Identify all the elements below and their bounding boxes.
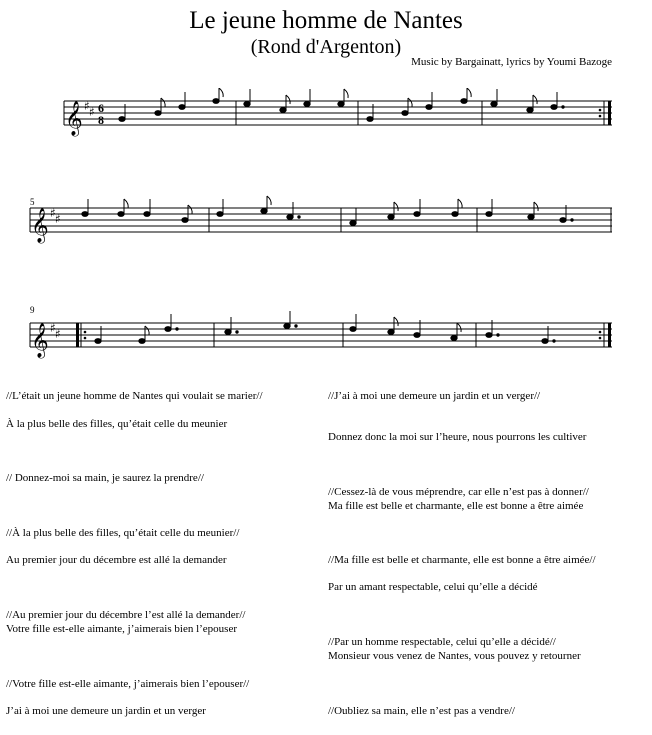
lyric-line: Monsieur vous venez de Nantes, vous pouvez y retourner [328, 650, 581, 662]
svg-text:𝄞: 𝄞 [31, 208, 49, 243]
svg-text:𝄞: 𝄞 [31, 323, 49, 358]
svg-text:♯: ♯ [55, 327, 61, 341]
lyric-line: Au premier jour du décembre est allé la demander [6, 554, 227, 566]
svg-text:♯: ♯ [50, 321, 56, 335]
song-title: Le jeune homme de Nantes [189, 7, 463, 34]
lyric-line: Ma fille est belle et charmante, elle est bonne a être aimée [328, 500, 584, 512]
lyric-line: Donnez donc la moi sur l’heure, nous pourrons les cultiver [328, 431, 587, 443]
svg-text:𝄞: 𝄞 [65, 101, 83, 136]
svg-text:♯: ♯ [89, 105, 95, 119]
svg-text:8: 8 [98, 113, 104, 127]
lyric-line: //À la plus belle des filles, qu’était celle du meunier// [6, 527, 240, 539]
staff-system-2 [0, 195, 652, 265]
lyric-line: //Oubliez sa main, elle n’est pas a vendre// [328, 705, 515, 717]
staff-system-1 [0, 88, 652, 158]
lyric-line: //Votre fille est-elle aimante, j’aimerais bien l’epouser// [6, 678, 250, 690]
lyric-line: //Par un homme respectable, celui qu’elle a décidé// [328, 636, 556, 648]
svg-text:♯: ♯ [84, 99, 90, 113]
staff-system-3 [0, 304, 652, 374]
lyric-line: J’ai à moi une demeure un jardin et un verger [6, 705, 206, 717]
svg-text:♯: ♯ [55, 212, 61, 226]
lyric-line: //Cessez-là de vous méprendre, car elle n’est pas à donner// [328, 486, 589, 498]
lyric-line: //Au premier jour du décembre l’est allé la demander// [6, 609, 246, 621]
song-credits: Music by Bargainatt, lyrics by Youmi Bazoge [411, 56, 612, 68]
lyric-line: //Ma fille est belle et charmante, elle est bonne a être aimée// [328, 554, 596, 566]
lyric-line: //J’ai à moi une demeure un jardin et un verger// [328, 390, 541, 402]
lyric-line: À la plus belle des filles, qu’était celle du meunier [6, 418, 228, 430]
lyric-line: Par un amant respectable, celui qu’elle a décidé [328, 581, 538, 593]
measure-number-9: 9 [30, 305, 35, 315]
svg-text:6: 6 [98, 101, 104, 115]
lyric-line: Votre fille est-elle aimante, j’aimerais bien l’epouser [6, 623, 238, 635]
lyric-line: //L’était un jeune homme de Nantes qui voulait se marier// [6, 390, 263, 402]
svg-text:♯: ♯ [50, 206, 56, 220]
lyric-line: // Donnez-moi sa main, je saurez la prendre// [6, 472, 204, 484]
measure-number-5: 5 [30, 197, 35, 207]
song-subtitle: (Rond d'Argenton) [250, 36, 402, 58]
